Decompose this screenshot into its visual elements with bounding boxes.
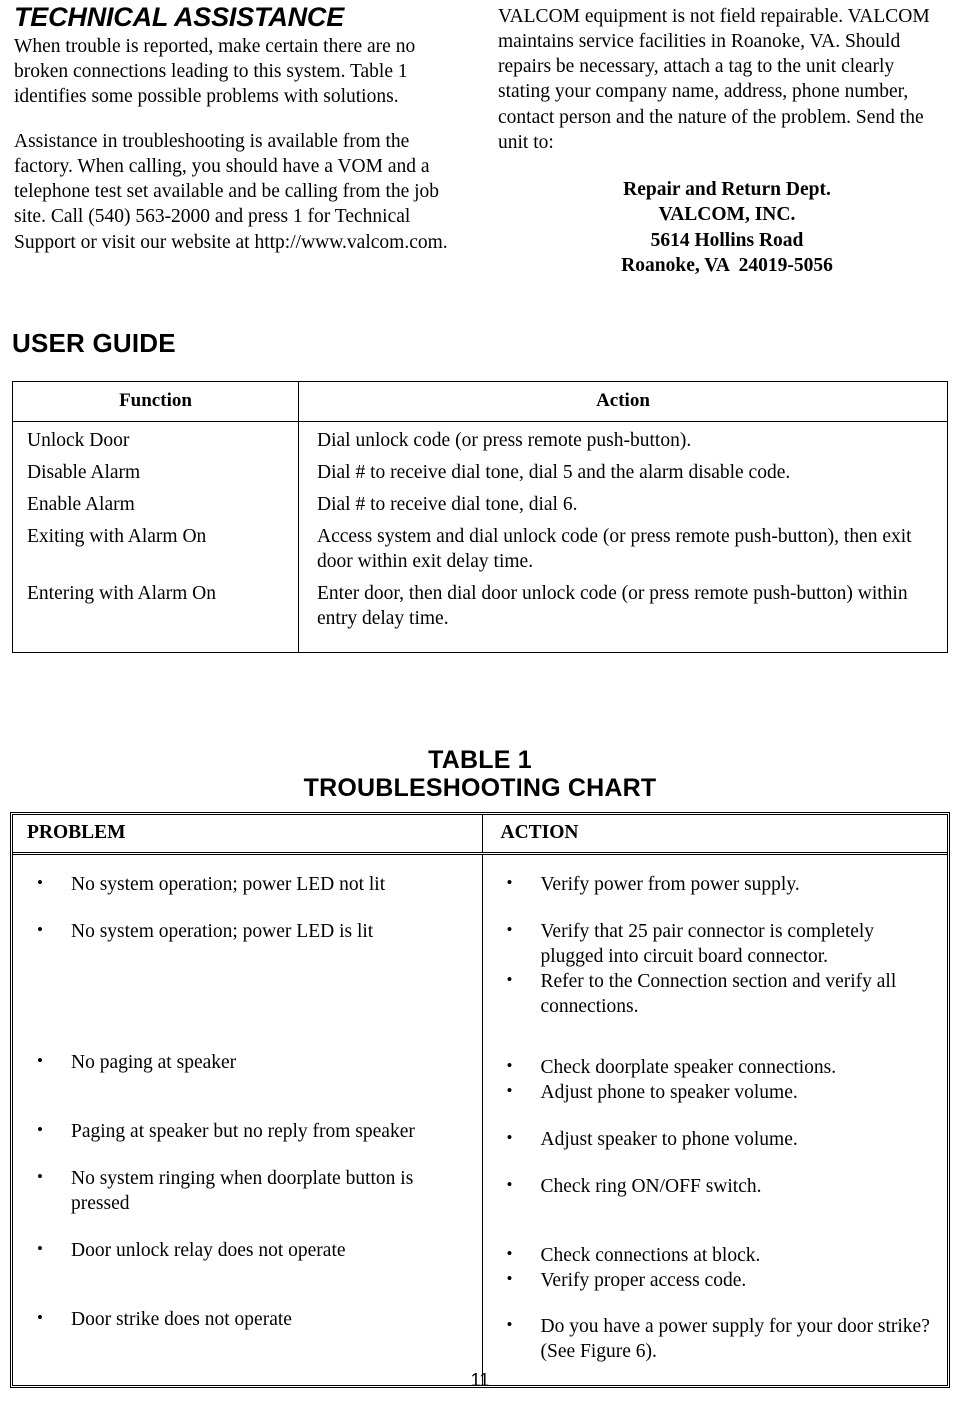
table-row — [13, 518, 948, 575]
list-item: • Verify proper access code. — [483, 1269, 948, 1294]
action-list — [483, 1056, 948, 1106]
problem-list — [13, 1308, 482, 1333]
address-line-1: Repair and Return Dept. — [623, 178, 831, 200]
table-row — [13, 422, 948, 454]
list-item: • Refer to the Connection section and verify all connections. — [483, 970, 948, 1020]
troubleshooting-table — [13, 815, 947, 1385]
table-row — [13, 454, 948, 486]
list-item: • Check doorplate speaker connections. — [483, 1056, 948, 1081]
address-line-3: 5614 Hollins Road — [650, 229, 804, 251]
list-item: • Do you have a power supply for your door strike? (See Figure 6). — [483, 1315, 948, 1365]
list-item: • Check connections at block. — [483, 1244, 948, 1269]
list-item: • No system ringing when doorplate button is pressed — [13, 1167, 482, 1217]
address-line-2: VALCOM, INC. — [658, 204, 796, 226]
action-list — [483, 1128, 948, 1153]
table-row — [13, 486, 948, 518]
user-guide-action-cell: Dial # to receive dial tone, dial 6. — [299, 486, 948, 518]
list-item: • No paging at speaker — [13, 1051, 482, 1076]
repair-return-address — [498, 177, 942, 278]
technical-assistance-column — [0, 0, 470, 278]
list-item: • Verify power from power supply. — [483, 873, 948, 898]
user-guide-action-cell: Dial unlock code (or press remote push-button). — [299, 422, 948, 454]
list-item: • Verify that 25 pair connector is completely plugged into circuit board connector. — [483, 920, 948, 970]
problem-list — [13, 920, 482, 945]
troubleshooting-title — [0, 746, 960, 802]
troubleshooting-table-wrapper — [10, 812, 950, 1388]
user-guide-function-cell: Disable Alarm — [13, 454, 299, 486]
problem-list — [13, 1051, 482, 1076]
technical-assistance-paragraph-1: When trouble is reported, make certain there are no broken connections leading to this system. Table 1 identifies some possible problems with solutions. — [14, 35, 416, 107]
user-guide-header-row — [13, 382, 948, 422]
list-item: • No system operation; power LED not lit — [13, 873, 482, 898]
user-guide-function-cell: Enable Alarm — [13, 486, 299, 518]
repair-info-column — [470, 0, 960, 278]
technical-assistance-heading: TECHNICAL ASSISTANCE — [14, 2, 345, 32]
problem-list — [13, 1120, 482, 1145]
user-guide-function-cell: Exiting with Alarm On — [13, 518, 299, 575]
action-list — [483, 1244, 948, 1294]
table-row — [13, 575, 948, 652]
troubleshooting-column-problem: PROBLEM — [13, 815, 482, 854]
user-guide-function-cell: Unlock Door — [13, 422, 299, 454]
list-item: • No system operation; power LED is lit — [13, 920, 482, 945]
address-line-4: Roanoke, VA 24019-5056 — [621, 254, 833, 276]
table-row — [13, 854, 947, 1386]
troubleshooting-header-row — [13, 815, 947, 854]
top-columns — [0, 0, 960, 278]
troubleshooting-title-line-2: TROUBLESHOOTING CHART — [303, 774, 657, 802]
list-item: • Door unlock relay does not operate — [13, 1239, 482, 1264]
technical-assistance-paragraph-2: Assistance in troubleshooting is available from the factory. When calling, you should have a VOM and a telephone test set available and be calling from the job site. Call (540) 563-2000 and press 1 for Technical Support or visit our website at http://www.valcom.com. — [14, 130, 448, 253]
troubleshooting-title-line-1: TABLE 1 — [428, 746, 532, 774]
troubleshooting-action-cell — [482, 854, 947, 1386]
list-item: • Adjust phone to speaker volume. — [483, 1081, 948, 1106]
user-guide-heading: USER GUIDE — [12, 328, 176, 358]
repair-info-paragraph: VALCOM equipment is not field repairable. VALCOM maintains service facilities in Roanoke, VA. Should repairs be necessary, attach a tag to the unit clearly stating your company name, address, phone number, contact person and the nature of the problem. Send the unit to: — [498, 6, 930, 153]
page-number: 11 — [470, 1370, 490, 1390]
user-guide-column-action: Action — [299, 382, 948, 422]
action-list — [483, 1175, 948, 1200]
user-guide-column-function: Function — [13, 382, 299, 422]
user-guide-action-cell: Enter door, then dial door unlock code (or press remote push-button) within entry delay time. — [299, 575, 948, 652]
action-list — [483, 920, 948, 1020]
list-item: • Paging at speaker but no reply from speaker — [13, 1120, 482, 1145]
list-item: • Check ring ON/OFF switch. — [483, 1175, 948, 1200]
user-guide-action-cell: Dial # to receive dial tone, dial 5 and the alarm disable code. — [299, 454, 948, 486]
action-list — [483, 1315, 948, 1365]
action-list — [483, 873, 948, 898]
problem-list — [13, 1167, 482, 1217]
list-item: • Door strike does not operate — [13, 1308, 482, 1333]
problem-list — [13, 873, 482, 898]
troubleshooting-problem-cell — [13, 854, 482, 1386]
user-guide-action-cell: Access system and dial unlock code (or press remote push-button), then exit door within exit delay time. — [299, 518, 948, 575]
troubleshooting-column-action: ACTION — [482, 815, 947, 854]
list-item: • Adjust speaker to phone volume. — [483, 1128, 948, 1153]
user-guide-table — [12, 381, 948, 653]
problem-list — [13, 1239, 482, 1264]
user-guide-function-cell: Entering with Alarm On — [13, 575, 299, 652]
